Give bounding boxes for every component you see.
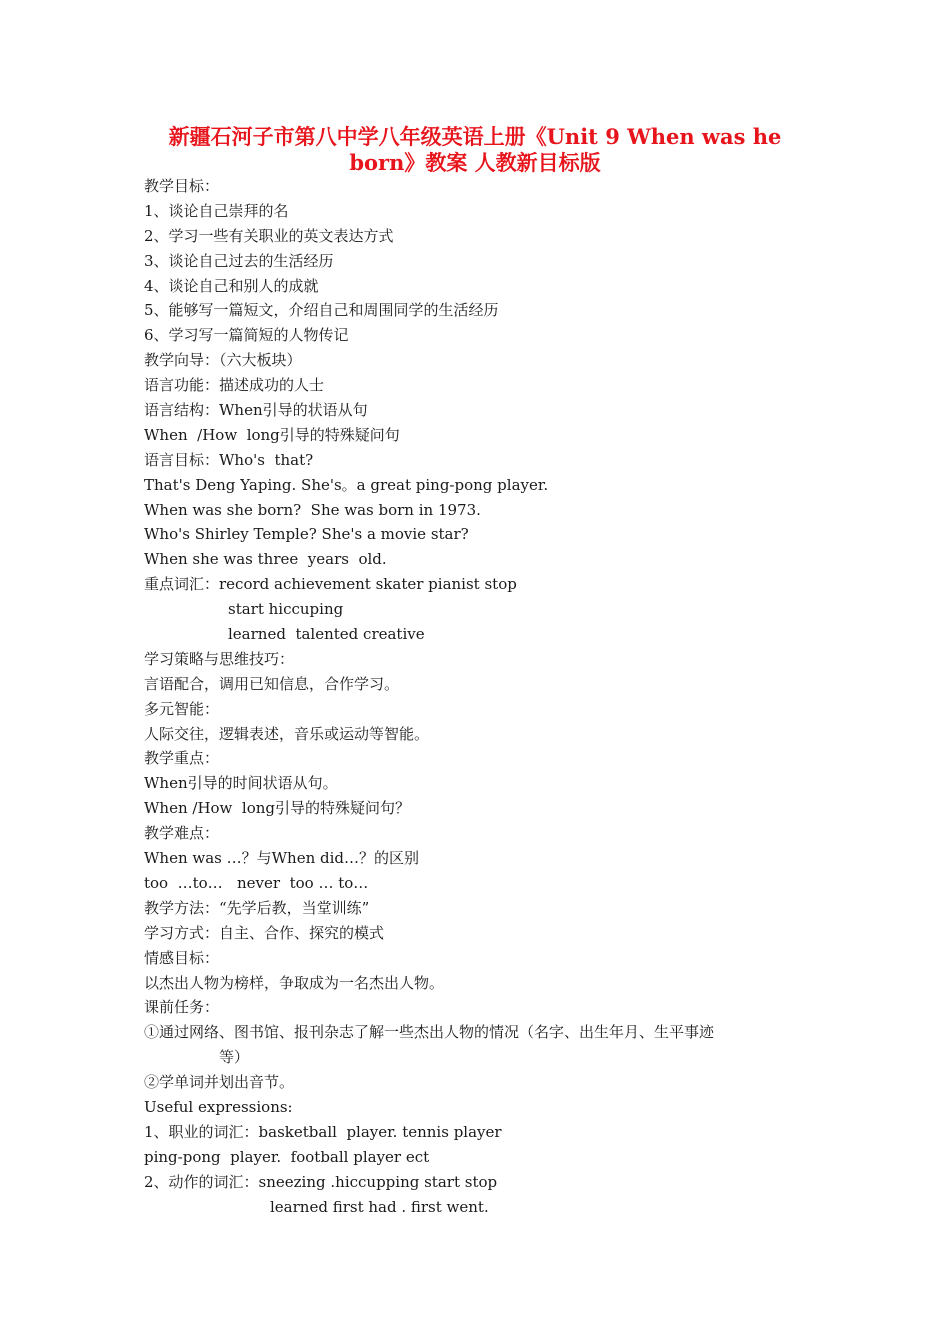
text-line: When引导的时间状语从句。 [144,774,338,793]
expression-line: learned first had . first went. [270,1197,489,1216]
document-body [144,174,824,1219]
expression-line: 1、职业的词汇：basketball player. tennis player [144,1122,502,1141]
task-item: ②学单词并划出音节。 [144,1073,295,1092]
text-line: 语言结构：When引导的状语从句 [144,401,368,420]
objective-item: 3、谈论自己过去的生活经历 [144,251,334,270]
text-line: That's Deng Yaping. She's。a great ping-pong player. [144,475,549,494]
section-heading-guide: 教学向导：（六大板块） [144,351,302,370]
text-line: 言语配合，调用已知信息，合作学习。 [144,674,400,693]
text-line: too …to… never too … to… [144,873,369,892]
task-item-continuation: 等） [219,1048,250,1067]
section-heading-strategy: 学习策略与思维技巧： [144,649,295,668]
text-line: 语言目标：Who's that? [144,450,314,469]
section-heading-objectives: 教学目标： [144,177,220,195]
expression-line: ping-pong player. football player ect [144,1147,430,1166]
vocabulary-line: learned talented creative [228,625,425,644]
vocabulary-line: start hiccuping [228,600,344,619]
text-line: When was she born? She was born in 1973. [144,500,481,519]
section-heading-useful-expressions: Useful expressions: [144,1097,293,1116]
text-line: 语言功能：描述成功的人士 [144,376,325,395]
text-line: 学习方式：自主、合作、探究的模式 [144,923,385,942]
section-heading-key-points: 教学重点： [144,749,220,768]
section-heading-emotion: 情感目标： [144,948,220,967]
text-line: When she was three years old. [144,550,387,569]
expression-line: 2、动作的词汇：sneezing .hiccupping start stop [144,1172,498,1191]
section-heading-pre-class-tasks: 课前任务： [144,998,220,1017]
objective-item: 2、学习一些有关职业的英文表达方式 [144,226,394,245]
text-line: 人际交往，逻辑表述，音乐或运动等智能。 [144,724,430,743]
objective-item: 4、谈论自己和别人的成就 [144,276,319,295]
task-item: ①通过网络、图书馆、报刊杂志了解一些杰出人物的情况（名字、出生年月、生平事迹 [144,1023,715,1042]
text-line: When /How long引导的特殊疑问句？ [144,799,411,818]
text-line: 以杰出人物为榜样，争取成为一名杰出人物。 [144,973,445,992]
text-line: When was …？与When did…？的区别 [144,849,420,868]
title-line-1: 新疆石河子市第八中学八年级英语上册《Unit 9 When was he [168,124,782,149]
section-heading-intelligence: 多元智能： [144,699,220,718]
section-heading-difficulties: 教学难点： [144,824,220,843]
objective-item: 1、谈论自己崇拜的名 [144,201,289,220]
text-line: When /How long引导的特殊疑问句 [144,425,400,444]
text-line: Who's Shirley Temple? She's a movie star? [144,525,469,544]
objective-item: 6、学习写一篇简短的人物传记 [144,326,349,345]
text-line: 教学方法：“先学后教，当堂训练” [144,898,370,917]
vocabulary-line: 重点词汇：record achievement skater pianist stop [144,575,517,594]
title-line-2: born》教案 人教新目标版 [349,150,601,175]
objective-item: 5、能够写一篇短文，介绍自己和周围同学的生活经历 [144,301,499,320]
document-title [120,124,830,176]
